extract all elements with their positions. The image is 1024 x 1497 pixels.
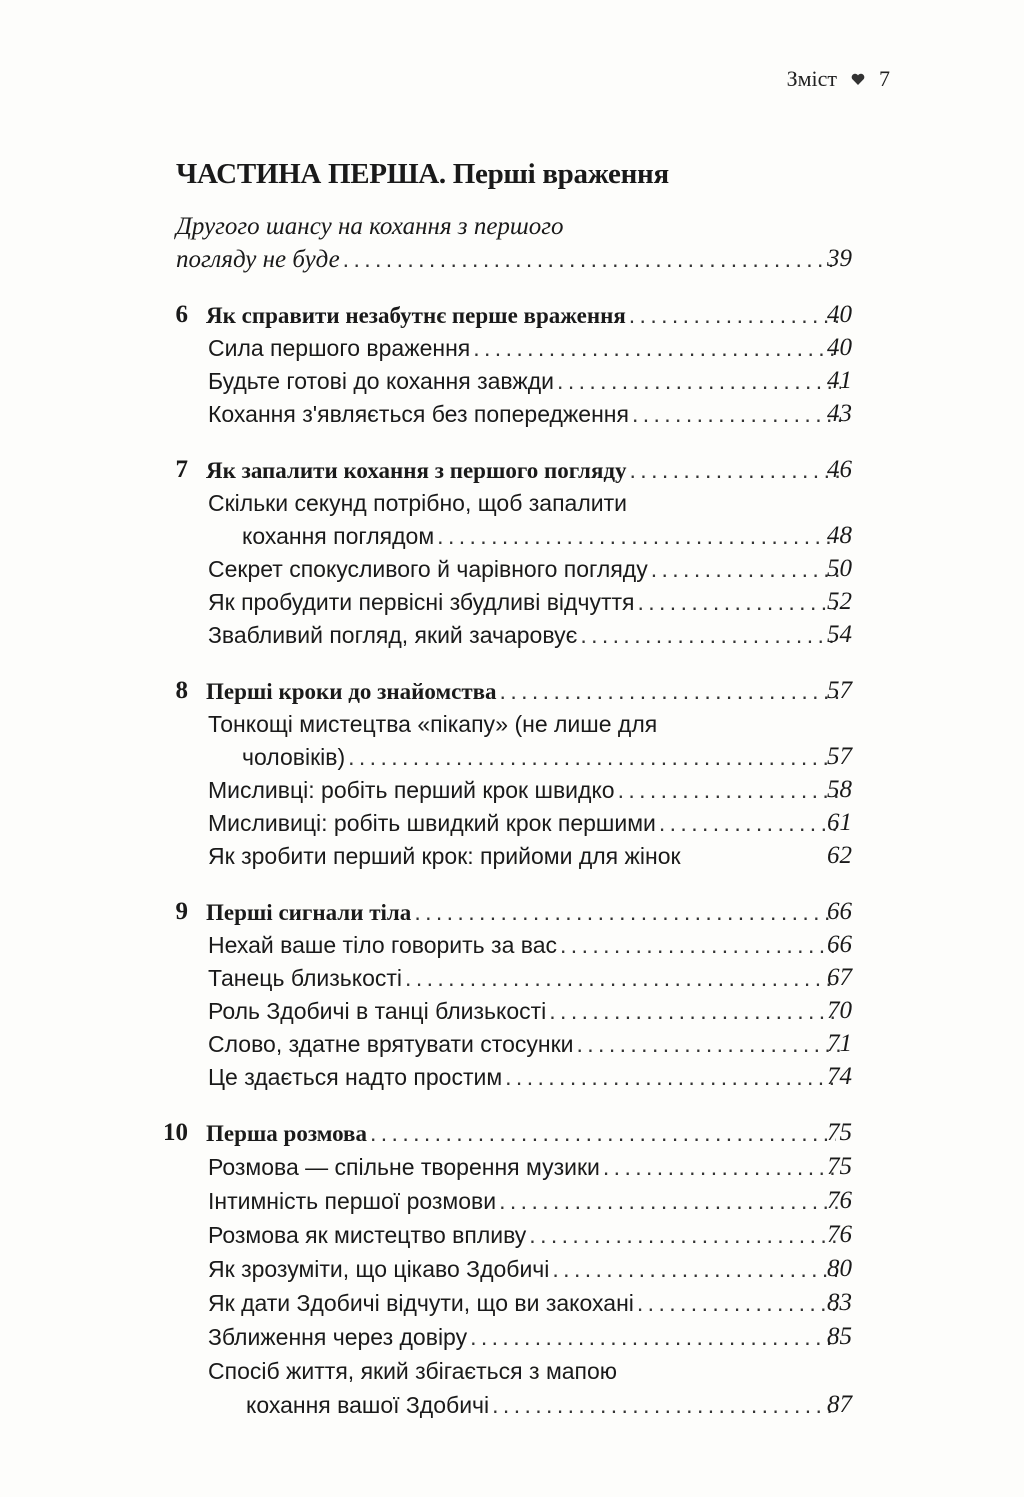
toc-entry-title: Роль Здобичі в танці близькості	[208, 998, 547, 1024]
toc-entry-title: Сила першого враження	[208, 335, 471, 361]
toc-entry[interactable]	[0, 1184, 1024, 1218]
toc-entry[interactable]	[0, 552, 1024, 586]
toc-entry-title: Нехай ваше тіло говорить за вас	[208, 932, 558, 958]
toc-page-number: 85	[827, 1323, 852, 1350]
toc-entry-title: Будьте готові до кохання завжди	[208, 368, 555, 394]
toc-entry-first-line: Скільки секунд потрібно, щоб запалити	[208, 490, 627, 516]
toc-entry-first-line: Тонкощі мистецтва «пікапу» (не лише для	[208, 711, 658, 737]
toc-entry-title: Як зробити перший крок: прийоми для жінок	[208, 843, 681, 869]
leader-dots	[437, 519, 837, 553]
toc-entry[interactable]	[0, 1286, 1024, 1320]
toc-entry[interactable]	[0, 1150, 1024, 1184]
running-head-page-number: 7	[879, 66, 890, 91]
toc-page-number: 74	[827, 1063, 852, 1090]
toc-entry-title: Як дати Здобичі відчути, що ви закохані	[208, 1290, 634, 1316]
toc-page-number: 83	[827, 1289, 852, 1316]
toc-entry[interactable]	[0, 618, 1024, 652]
leader-dots	[500, 674, 840, 708]
toc-entry-title: Слово, здатне врятувати стосунки	[208, 1031, 574, 1057]
chapter-title: Перша розмова	[206, 1121, 367, 1146]
leader-dots	[470, 1320, 838, 1354]
toc-entry[interactable]	[0, 364, 1024, 398]
toc-entry[interactable]	[0, 928, 1024, 962]
leader-dots	[632, 397, 843, 431]
running-head-title: Зміст	[786, 66, 837, 91]
toc-page-number: 48	[827, 522, 852, 549]
chapter-title: Як запалити кохання з першого погляду	[206, 458, 627, 483]
toc-chapter-7[interactable]	[0, 453, 1024, 487]
chapter-title: Перші кроки до знайомства	[206, 679, 497, 704]
leader-dots	[576, 1027, 841, 1061]
toc-entry-first-line: Спосіб життя, який збігається з мапою	[208, 1358, 618, 1384]
leader-dots	[651, 552, 844, 586]
leader-dots	[618, 773, 843, 807]
toc-page-number: 41	[827, 367, 852, 394]
toc-entry[interactable]	[0, 839, 1024, 873]
toc-entry[interactable]	[0, 1252, 1024, 1286]
toc-entry[interactable]	[0, 585, 1024, 619]
toc-entry[interactable]	[0, 961, 1024, 995]
leader-dots	[629, 298, 843, 332]
leader-dots	[348, 740, 835, 774]
toc-entry[interactable]	[0, 397, 1024, 431]
toc-entry-title: Танець близькості	[208, 965, 403, 991]
toc-page-number: 66	[827, 931, 852, 958]
leader-dots	[473, 331, 838, 365]
leader-dots	[637, 585, 843, 619]
toc-page-number: 54	[827, 621, 852, 648]
toc-entry-title: Це здається надто простим	[208, 1064, 503, 1090]
toc-chapter-8[interactable]	[0, 674, 1024, 708]
chapter-title: Перші сигнали тіла	[206, 900, 412, 925]
toc-entry[interactable]	[0, 806, 1024, 840]
toc-entry-title: чоловіків)	[242, 744, 346, 770]
toc-page-number: 71	[827, 1030, 852, 1057]
heart-icon	[851, 73, 865, 86]
leader-dots	[414, 895, 837, 929]
toc-entry-title: Кохання з'являється без попередження	[208, 401, 629, 427]
toc-page-number: 66	[827, 898, 852, 925]
toc-page-number: 40	[827, 334, 852, 361]
toc-page-number: 43	[827, 400, 852, 427]
toc-entry-title: Зближення через довіру	[208, 1324, 468, 1350]
toc-entry[interactable]	[0, 1060, 1024, 1094]
intro-line-1: Другого шансу на кохання з першого	[176, 213, 564, 240]
toc-page-number: 39	[827, 245, 852, 272]
leader-dots	[549, 994, 840, 1028]
toc-page-number: 46	[827, 456, 852, 483]
toc-entry-title: Інтимність першої розмови	[208, 1188, 497, 1214]
toc-entry-title: Як зрозуміти, що цікаво Здобичі	[208, 1256, 550, 1282]
toc-chapter-6[interactable]	[0, 298, 1024, 332]
toc-entry-title: Мисливиці: робіть швидкий крок першими	[208, 810, 656, 836]
toc-entry-title: Мисливці: робіть перший крок швидко	[208, 777, 615, 803]
leader-dots	[405, 961, 837, 995]
running-head	[787, 66, 890, 92]
leader-dots	[603, 1150, 842, 1184]
toc-entry-title: кохання поглядом	[242, 523, 435, 549]
toc-page-number: 40	[827, 301, 852, 328]
part-title: ЧАСТИНА ПЕРША. Перші враження	[176, 158, 669, 190]
toc-page-number: 76	[827, 1187, 852, 1214]
toc-page-number: 57	[827, 677, 852, 704]
toc-page-number: 57	[827, 743, 852, 770]
chapter-number: 7	[175, 456, 188, 483]
toc-page-number: 61	[827, 809, 852, 836]
toc-entry-title: кохання вашої Здобичі	[246, 1392, 490, 1418]
toc-entry[interactable]	[0, 1388, 1024, 1422]
toc-entry[interactable]	[0, 331, 1024, 365]
chapter-number: 6	[175, 301, 188, 328]
chapter-number: 8	[175, 677, 188, 704]
leader-dots	[492, 1388, 839, 1422]
toc-entry-title: Секрет спокусливого й чарівного погляду	[208, 556, 648, 582]
toc-page-number: 52	[827, 588, 852, 615]
leader-dots	[499, 1184, 839, 1218]
toc-page-number: 62	[827, 842, 852, 869]
toc-page-number: 76	[827, 1221, 852, 1248]
toc-chapter-9[interactable]	[0, 895, 1024, 929]
toc-chapter-10[interactable]	[0, 1116, 1024, 1150]
toc-page-number: 80	[827, 1255, 852, 1282]
leader-dots	[343, 242, 835, 276]
toc-page-number: 67	[827, 964, 852, 991]
toc-page-number: 58	[827, 776, 852, 803]
chapter-title: Як справити незабутнє перше враження	[206, 303, 626, 328]
leader-dots	[557, 364, 841, 398]
toc-entry[interactable]	[0, 740, 1024, 774]
toc-entry-intro[interactable]	[0, 242, 1024, 276]
toc-page-number: 50	[827, 555, 852, 582]
leader-dots	[370, 1116, 836, 1150]
leader-dots	[659, 806, 844, 840]
toc-entry-title: погляду не буде	[176, 246, 340, 273]
toc-page-number: 75	[827, 1153, 852, 1180]
toc-entry-title: Розмова як мистецтво впливу	[208, 1222, 527, 1248]
toc-entry[interactable]	[0, 1320, 1024, 1354]
toc-entry[interactable]	[0, 1027, 1024, 1061]
leader-dots	[560, 928, 841, 962]
leader-dots	[552, 1252, 840, 1286]
toc-entry-title: Як пробудити первісні збудливі відчуття	[208, 589, 635, 615]
toc-entry[interactable]	[0, 773, 1024, 807]
toc-page-number: 87	[827, 1391, 852, 1418]
leader-dots	[529, 1218, 840, 1252]
toc-page-number: 70	[827, 997, 852, 1024]
toc-entry[interactable]	[0, 519, 1024, 553]
toc-entry-title: Звабливий погляд, який зачаровує	[208, 622, 578, 648]
toc-entry[interactable]	[0, 994, 1024, 1028]
toc-entry-title: Розмова — спільне творення музики	[208, 1154, 600, 1180]
toc-entry[interactable]	[0, 1218, 1024, 1252]
chapter-number: 9	[175, 898, 188, 925]
leader-dots	[637, 1286, 843, 1320]
leader-dots	[505, 1060, 839, 1094]
toc-page-number: 75	[827, 1119, 852, 1146]
leader-dots	[580, 618, 841, 652]
chapter-number: 10	[163, 1119, 188, 1146]
leader-dots	[630, 453, 843, 487]
